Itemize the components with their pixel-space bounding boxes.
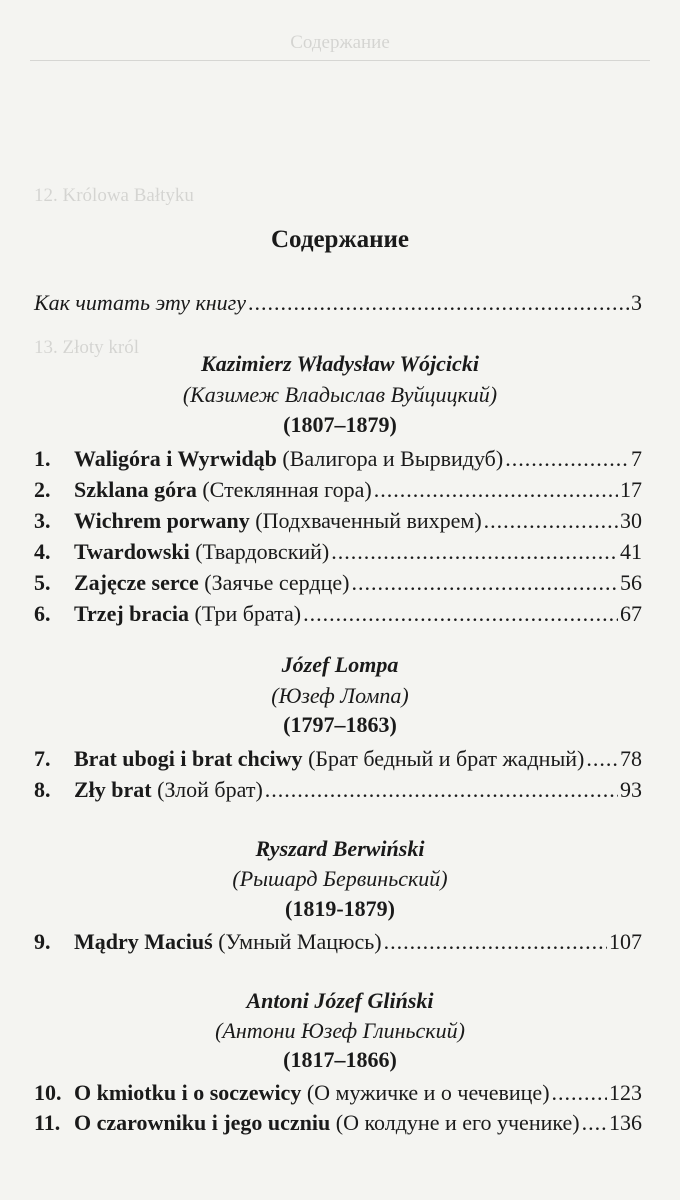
entry-title-ru: (О мужичке и о чечевице) — [301, 1080, 550, 1105]
entry-title-pl: Brat ubogi i brat chciwy — [74, 746, 303, 771]
author-name-ru: (Казимеж Владыслав Вуйцицкий) — [182, 382, 498, 407]
author-years: (1797–1863) — [283, 712, 397, 737]
dot-leader — [586, 746, 618, 772]
dot-leader — [351, 570, 618, 596]
page-number: 136 — [609, 1110, 642, 1135]
entry-title-ru: (Умный Мацюсь) — [212, 929, 382, 954]
page-title: Содержание — [270, 226, 409, 253]
toc-entry[interactable] — [34, 929, 642, 959]
toc-entry[interactable] — [34, 1080, 642, 1110]
page-number: 93 — [620, 777, 642, 802]
page-number: 123 — [609, 1080, 642, 1105]
entry-title-pl: Trzej bracia — [74, 601, 190, 626]
toc-entry[interactable] — [34, 539, 642, 569]
author-name-ru: (Антони Юзеф Глиньский) — [215, 1018, 465, 1043]
entry-number: 9. — [34, 929, 51, 954]
entry-title-ru: (Заячье сердце) — [198, 570, 350, 595]
author-years: (1807–1879) — [283, 412, 397, 437]
entry-number: 3. — [34, 508, 51, 533]
entry-title-pl: Szklana góra — [74, 477, 197, 502]
entry-title-pl: Mądry Maciuś — [74, 929, 213, 954]
entry-title-pl: Twardowski — [74, 539, 190, 564]
entry-title-pl: Zajęcze serce — [74, 570, 199, 595]
author-name: Ryszard Berwiński — [255, 836, 425, 861]
entry-title-ru: (Твардовский) — [189, 539, 330, 564]
dot-leader — [374, 477, 618, 503]
toc-intro-row[interactable] — [34, 290, 642, 320]
entry-title-pl: O czarowniku i jego uczniu — [74, 1110, 331, 1135]
dot-leader — [484, 508, 618, 534]
entry-title-ru: (Брат бедный и брат жадный) — [302, 746, 585, 771]
entry-number: 10. — [34, 1080, 62, 1105]
entry-title-ru: (Валигора и Вырвидуб) — [276, 446, 504, 471]
toc-entry[interactable] — [34, 1110, 642, 1140]
entry-number: 4. — [34, 539, 51, 564]
dot-leader — [248, 290, 629, 316]
entry-title-ru: (Три брата) — [189, 601, 302, 626]
page-number: 7 — [631, 446, 642, 471]
entry-title-pl: Zły brat — [74, 777, 152, 802]
entry-number: 7. — [34, 746, 51, 771]
page-number: 3 — [631, 290, 642, 315]
entry-number: 6. — [34, 601, 51, 626]
toc-entry[interactable] — [34, 746, 642, 776]
entry-title-pl: O kmiotku i o soczewicy — [74, 1080, 302, 1105]
entry-title-ru: (Стеклянная гора) — [196, 477, 372, 502]
page-number: 107 — [609, 929, 642, 954]
entry-title-ru: (Злой брат) — [151, 777, 263, 802]
dot-leader — [331, 539, 618, 565]
page-number: 17 — [620, 477, 642, 502]
author-name-ru: (Юзеф Ломпа) — [271, 683, 409, 708]
entry-title-ru: (Подхваченный вихрем) — [249, 508, 482, 533]
page-number: 67 — [620, 601, 642, 626]
dot-leader — [384, 929, 607, 955]
entry-title-ru: (О колдуне и его ученике) — [330, 1110, 580, 1135]
toc-intro-text: Как читать эту книгу — [34, 290, 247, 315]
author-name-ru: (Рышард Бервиньский) — [232, 866, 448, 891]
toc-entry[interactable] — [34, 508, 642, 538]
author-years: (1817–1866) — [283, 1047, 397, 1072]
entry-number: 11. — [34, 1110, 61, 1135]
author-name: Józef Lompa — [281, 652, 399, 677]
toc-entry[interactable] — [34, 570, 642, 600]
dot-leader — [552, 1080, 607, 1106]
entry-title-pl: Wichrem porwany — [74, 508, 250, 533]
toc-entry[interactable] — [34, 601, 642, 631]
entry-number: 5. — [34, 570, 51, 595]
author-years: (1819-1879) — [285, 896, 395, 921]
dot-leader — [303, 601, 618, 627]
dot-leader — [505, 446, 629, 472]
page-number: 41 — [620, 539, 642, 564]
dot-leader — [265, 777, 618, 803]
toc-entry[interactable] — [34, 446, 642, 476]
entry-number: 2. — [34, 477, 51, 502]
page-number: 78 — [620, 746, 642, 771]
show-through-line-1: 12. Królowa Bałtyku — [34, 185, 194, 206]
page-number: 56 — [620, 570, 642, 595]
show-through-line-2: 13. Złoty król — [34, 337, 140, 358]
entry-number: 1. — [34, 446, 51, 471]
toc-entry[interactable] — [34, 477, 642, 507]
entry-number: 8. — [34, 777, 51, 802]
entry-title-pl: Waligóra i Wyrwidąb — [74, 446, 277, 471]
author-name: Antoni Józef Gliński — [246, 988, 434, 1013]
toc-entry[interactable] — [34, 777, 642, 807]
page-number: 30 — [620, 508, 642, 533]
author-name: Kazimierz Władysław Wójcicki — [201, 351, 479, 376]
show-through-header: Содержание — [290, 32, 390, 53]
dot-leader — [582, 1110, 607, 1136]
